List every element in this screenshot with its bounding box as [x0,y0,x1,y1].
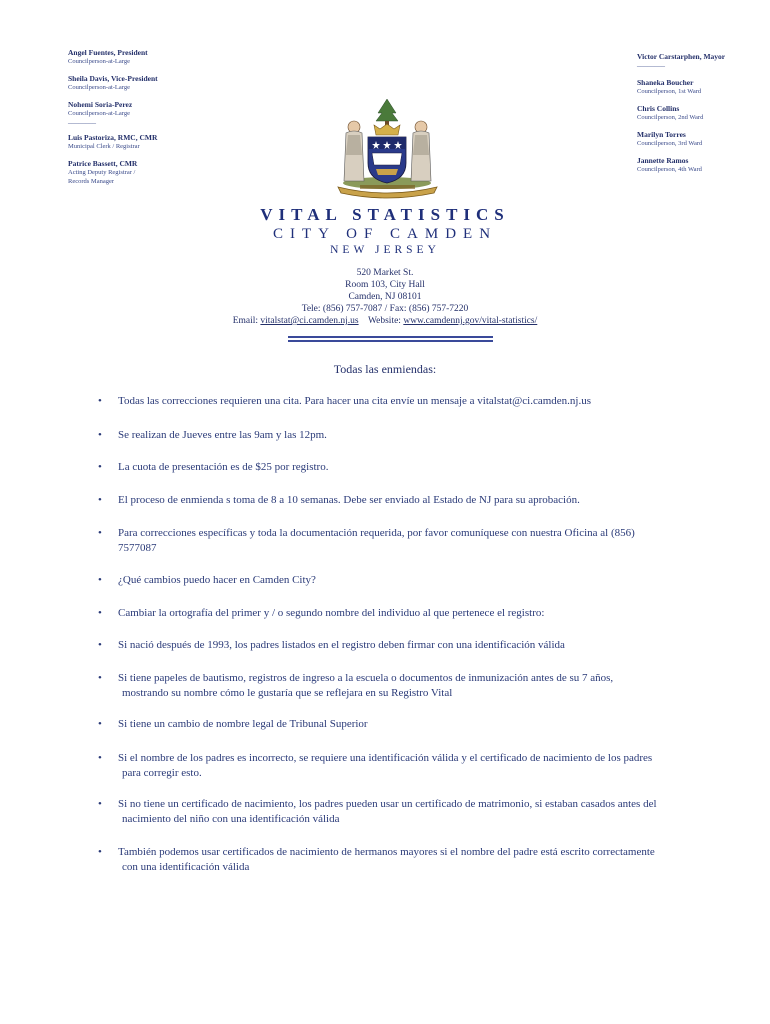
bullet-icon: • [98,718,102,730]
official-entry [68,159,258,186]
list-item [92,493,580,508]
bullet-icon: • [98,752,102,764]
bullet-icon: • [98,494,102,506]
list-item [92,845,655,875]
list-item [92,460,328,475]
list-item-text-cont: mostrando su nombre cómo le gustaría que se reflejara en su Registro Vital [122,687,453,699]
list-item [92,573,316,588]
official-name: Luis Pastoriza, RMC, CMR [68,133,158,142]
list-item-text: Se realizan de Jueves entre las 9am y las 12pm. [118,429,327,441]
official-name: Shaneka Boucher [637,78,694,87]
list-item [92,638,565,653]
list-item [92,751,652,781]
official-name: Patrice Bassett, CMR [68,159,138,168]
list-item [92,526,635,556]
separator-line: ________ [68,117,96,125]
email-label: Email: [232,316,259,326]
officials-left [68,48,258,194]
official-name: Marilyn Torres [637,130,686,139]
official-entry [637,52,762,68]
list-item [92,606,544,621]
list-item-text-cont: 7577087 [118,542,157,554]
bullet-icon: • [98,461,102,473]
official-entry [68,133,258,151]
website-label: Website: [367,316,401,326]
official-role: Acting Deputy Registrar / [68,169,136,176]
list-item-text: Si no tiene un certificado de nacimiento, los padres pueden usar un certificado de matrimonio, si estaban casados antes del [118,798,657,810]
state-name: NEW JERSEY [330,244,440,256]
divider [288,340,493,342]
bullet-icon: • [98,574,102,586]
phone-fax: Tele: (856) 757-7087 / Fax: (856) 757-7220 [301,304,469,314]
list-item-text: Si el nombre de los padres es incorrecto, se requiere una identificación válida y el certificado de nacimiento de los padres [118,752,653,764]
bullet-icon: • [98,639,102,651]
officials-right [637,52,762,182]
official-role: Councilperson-at-Large [68,58,130,65]
website-link[interactable]: www.camdennj.gov/vital-statistics/ [403,316,538,326]
bullet-icon: • [98,798,102,810]
list-item-text: Cambiar la ortografía del primer y / o segundo nombre del individuo al que pertenece el registro: [118,607,545,619]
official-name: Nohemi Soria-Perez [68,100,133,109]
bullet-icon: • [98,527,102,539]
official-role: Councilperson, 3rd Ward [637,140,703,147]
list-item-text: Si tiene papeles de bautismo, registros de ingreso a la escuela o documentos de inmunización antes de su 7 años, [118,672,614,684]
list-item-text: También podemos usar certificados de nacimiento de hermanos mayores si el nombre del padre está escrito correctamente [118,846,655,858]
list-item [92,717,368,732]
list-item-text: Si tiene un cambio de nombre legal de Tribunal Superior [118,718,368,730]
contact-line [0,316,770,328]
official-role: Councilperson, 4th Ward [637,166,702,173]
official-entry [637,104,762,122]
list-item-text: Para correcciones específicas y toda la documentación requerida, por favor comuníquese con nuestra Oficina al (856) [118,527,635,539]
city-seal-icon [330,95,445,200]
official-entry [637,156,762,174]
official-name: Chris Collins [637,104,680,113]
official-role: Councilperson, 1st Ward [637,88,702,95]
list-item [92,428,327,443]
list-item-text-cont: con una identificación válida [122,861,250,873]
email-link[interactable]: vitalstat@ci.camden.nj.us [260,316,359,326]
page-title: VITAL STATISTICS [260,205,510,224]
list-item-text: El proceso de enmienda s toma de 8 a 10 semanas. Debe ser enviado al Estado de NJ para su aprobación. [118,494,580,506]
official-entry [637,130,762,148]
address-line: Room 103, City Hall [345,280,425,290]
bullet-icon: • [98,395,102,407]
bullet-icon: • [98,846,102,858]
city-name: CITY OF CAMDEN [272,226,498,242]
list-item [92,671,613,701]
official-entry [68,100,258,125]
list-item-text-cont: para corregir esto. [122,767,202,779]
official-role-cont: Records Manager [68,178,115,185]
official-name: Victor Carstarphen, Mayor [637,52,726,61]
address-line: 520 Market St. [356,268,414,278]
list-item-text: La cuota de presentación es de $25 por registro. [118,461,329,473]
official-entry [68,48,258,66]
official-role: Municipal Clerk / Registrar [68,143,140,150]
list-item [92,797,657,827]
list-item-text-cont: nacimiento del niño con una identificación válida [122,813,340,825]
official-name: Jannette Ramos [637,156,689,165]
section-heading: Todas las enmiendas: [333,362,437,376]
official-name: Angel Fuentes, President [68,48,148,57]
official-role: Councilperson-at-Large [68,84,130,91]
list-item-text: Si nació después de 1993, los padres listados en el registro deben firmar con una identificación válida [118,639,565,651]
separator-line: ________ [637,60,665,68]
list-item [92,394,591,409]
official-name: Sheila Davis, Vice-President [68,74,158,83]
divider [288,336,493,338]
address-line: Camden, NJ 08101 [348,292,422,302]
official-role: Councilperson, 2nd Ward [637,114,704,121]
official-entry [68,74,258,92]
bullet-icon: • [98,672,102,684]
list-item-text: ¿Qué cambios puedo hacer en Camden City? [118,574,316,586]
bullet-icon: • [98,429,102,441]
bullet-icon: • [98,607,102,619]
official-role: Councilperson-at-Large [68,110,130,117]
official-entry [637,78,762,96]
list-item-text: Todas las correcciones requieren una cita. Para hacer una cita envíe un mensaje a vitalstat@ci.camden.nj.us [118,395,591,407]
